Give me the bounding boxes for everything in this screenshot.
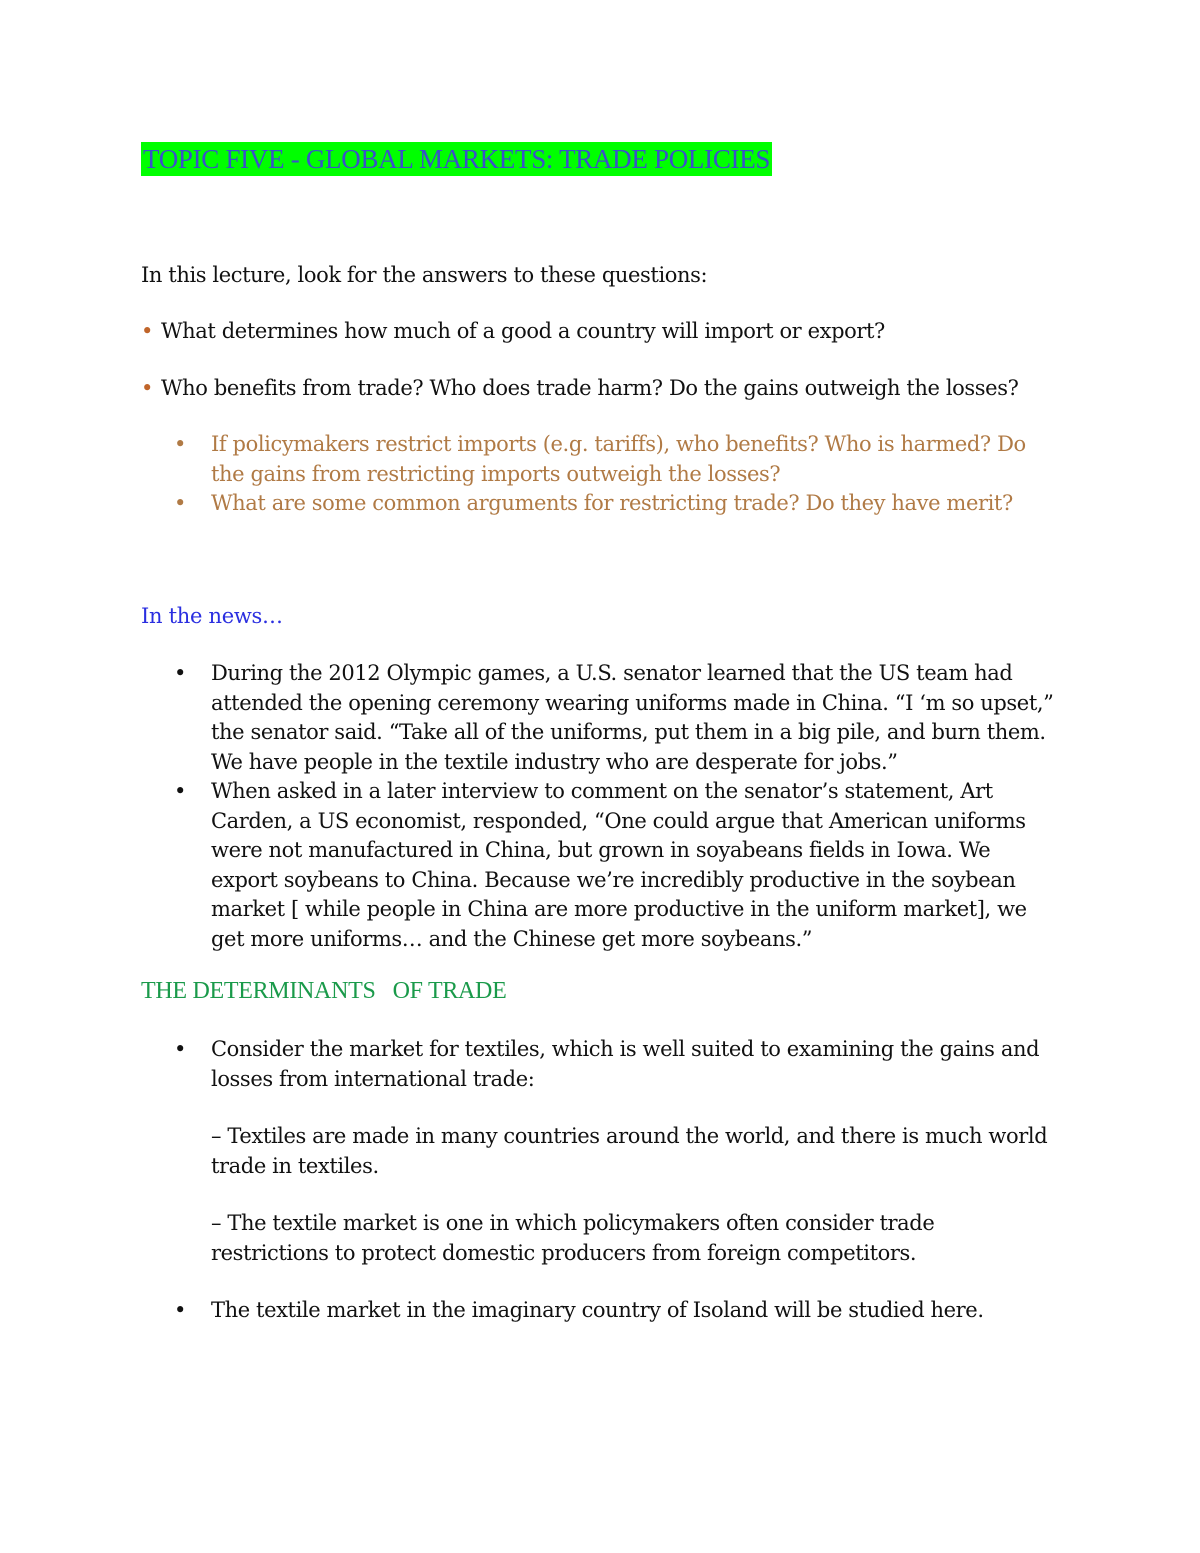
bullet-icon: • [174, 779, 186, 803]
dash-paragraph: – The textile market is one in which policymakers often consider trade restrictions to protect domestic producers from foreign competitors. [211, 1211, 935, 1265]
bullet-icon: • [174, 432, 186, 456]
determinants-text: The textile market in the imaginary country of Isoland will be studied here. [211, 1298, 984, 1322]
news-item [174, 777, 1054, 954]
news-text: When asked in a later interview to comment on the senator’s statement, Art Carden, a US economist, responded, “One could argue that American uniforms were not manufactured in China, but grown in soyabeans fields in Iowa. We export soybeans to China. Because we’re incredibly productive in the soybean market [ while people in China are more productive in the uniform market], we get more uniforms… and the Chinese get more soybeans.” [211, 779, 1027, 951]
bullet-icon: • [174, 1298, 186, 1322]
news-list [174, 659, 1054, 954]
bullet-icon: • [141, 319, 153, 343]
sub-question-list [174, 430, 1054, 519]
bullet-icon: • [174, 491, 186, 515]
news-text: During the 2012 Olympic games, a U.S. senator learned that the US team had attended the opening ceremony wearing uniforms made in China. “I ‘m so upset,” the senator said. “Take all of the uniforms, put them in a big pile, and burn them. We have people in the textile industry who are desperate for jobs.” [211, 661, 1054, 774]
question-text: What determines how much of a good a country will import or export? [161, 319, 885, 343]
question-text: Who benefits from trade? Who does trade harm? Do the gains outweigh the losses? [161, 376, 1019, 400]
bullet-icon: • [141, 376, 153, 400]
determinants-heading: THE DETERMINANTS OF TRADE [141, 978, 507, 1004]
intro-text: In this lecture, look for the answers to these questions: [141, 263, 708, 287]
sub-question-text: If policymakers restrict imports (e.g. tariffs), who benefits? Who is harmed? Do the gains from restricting imports outweigh the losses? [211, 432, 1026, 486]
determinants-list [174, 1035, 1054, 1326]
question-item [141, 374, 1018, 404]
sub-question-text: What are some common arguments for restricting trade? Do they have merit? [211, 491, 1013, 515]
news-heading: In the news… [141, 604, 283, 628]
question-item [141, 317, 885, 347]
page-title: TOPIC FIVE - GLOBAL MARKETS: TRADE POLICIES [143, 144, 771, 174]
determinants-text: Consider the market for textiles, which is well suited to examining the gains and losses from international trade: [211, 1037, 1040, 1091]
dash-paragraph: – Textiles are made in many countries around the world, and there is much world trade in textiles. [211, 1124, 1048, 1178]
bullet-icon: • [174, 661, 186, 685]
determinants-item [174, 1296, 1054, 1326]
sub-question-item [174, 430, 1054, 489]
news-item [174, 659, 1054, 777]
determinants-item [174, 1035, 1054, 1268]
bullet-icon: • [174, 1037, 186, 1061]
sub-question-item [174, 489, 1054, 519]
